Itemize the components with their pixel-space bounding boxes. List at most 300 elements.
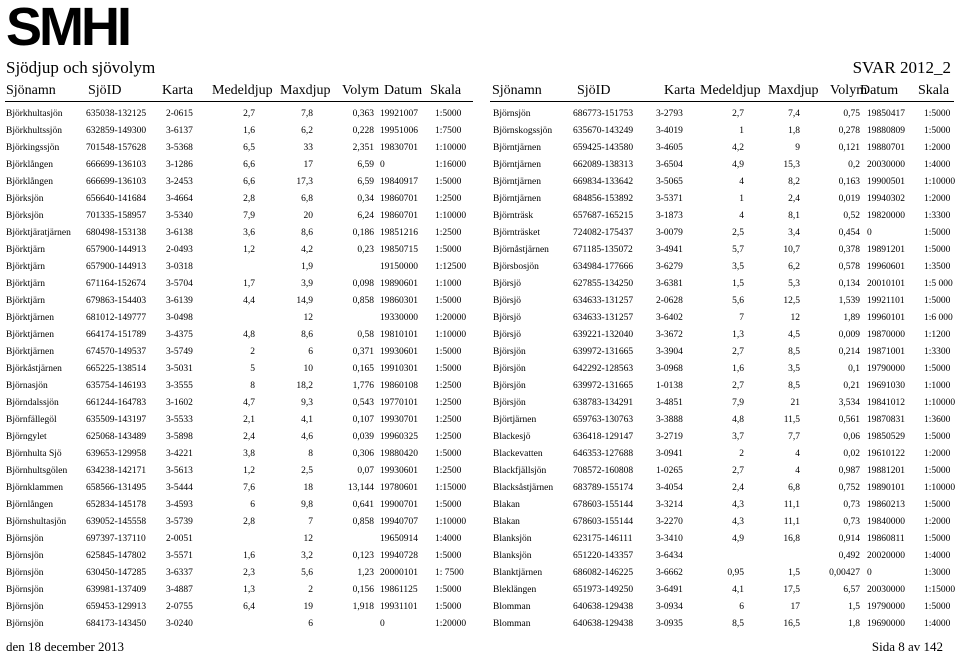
cell-date: 19691030 (867, 381, 905, 391)
cell-lake-id: 657900-144913 (86, 262, 147, 272)
cell-name: Björksjön (6, 194, 44, 204)
cell-max-depth: 17,5 (783, 585, 800, 595)
cell-map: 3-6491 (656, 585, 683, 595)
cell-map: 3-0318 (166, 262, 193, 272)
cell-name: Blanktjärnen (493, 568, 543, 578)
cell-max-depth: 5,6 (301, 568, 313, 578)
cell-mean-depth: 1,5 (732, 279, 744, 289)
cell-date: 19960101 (867, 313, 905, 323)
cell-mean-depth: 1,6 (732, 364, 744, 374)
cell-map: 2-0493 (166, 245, 193, 255)
cell-scale: 1:10000 (924, 483, 956, 493)
right-table-row (0, 259, 959, 276)
cell-name: Björnhultsgölen (6, 466, 68, 476)
cell-name: Björnsjön (6, 551, 44, 561)
cell-name: Björnsjön (6, 534, 44, 544)
cell-lake-id: 708572-160808 (573, 466, 634, 476)
cell-mean-depth: 2,7 (732, 109, 744, 119)
cell-date: 19880701 (867, 143, 905, 153)
cell-name: Björsjön (493, 398, 526, 408)
cell-volume: 0,121 (838, 143, 860, 153)
right-header-col-volume: Volym (830, 83, 868, 98)
cell-volume: 0,1 (848, 364, 860, 374)
cell-max-depth: 12 (303, 313, 313, 323)
cell-volume: 0,73 (843, 517, 860, 527)
cell-date: 19870000 (867, 330, 905, 340)
cell-date: 19871001 (867, 347, 905, 357)
cell-name: Blacksåstjärnen (493, 483, 554, 493)
cell-max-depth: 4 (795, 466, 800, 476)
cell-map: 3-3904 (656, 347, 683, 357)
cell-date: 19890101 (867, 483, 905, 493)
right-table-row (0, 242, 959, 259)
header-rule-right (490, 101, 954, 102)
cell-lake-id: 651220-143357 (573, 551, 634, 561)
cell-lake-id: 659453-129913 (86, 602, 147, 612)
cell-date: 20000101 (380, 568, 418, 578)
right-table-row (0, 565, 959, 582)
cell-name: Björklången (6, 177, 53, 187)
cell-mean-depth: 4,9 (732, 534, 744, 544)
cell-volume: 3,534 (838, 398, 860, 408)
cell-mean-depth: 1 (739, 194, 744, 204)
cell-volume: 1,5 (848, 602, 860, 612)
right-table-row (0, 310, 959, 327)
cell-mean-depth: 1,6 (243, 551, 255, 561)
cell-date: 19960325 (380, 432, 418, 442)
cell-lake-id: 662089-138313 (573, 160, 634, 170)
cell-max-depth: 6,8 (301, 194, 313, 204)
cell-scale: 1:3600 (924, 415, 951, 425)
cell-mean-depth: 2,1 (243, 415, 255, 425)
cell-mean-depth: 2,5 (732, 228, 744, 238)
right-table-row (0, 548, 959, 565)
right-table-row (0, 531, 959, 548)
cell-date: 19860301 (380, 296, 418, 306)
cell-scale: 1:5000 (924, 432, 951, 442)
cell-lake-id: 623175-146111 (573, 534, 633, 544)
cell-date: 19921007 (380, 109, 418, 119)
cell-scale: 1:5000 (435, 500, 462, 510)
right-header-col-scale: Skala (918, 83, 950, 98)
cell-max-depth: 18,2 (296, 381, 313, 391)
cell-max-depth: 9,3 (301, 398, 313, 408)
cell-lake-id: 724082-175437 (573, 228, 634, 238)
cell-date: 0 (380, 619, 385, 629)
cell-max-depth: 6 (308, 619, 313, 629)
cell-scale: 1:1000 (435, 279, 462, 289)
cell-name: Björnträsket (493, 228, 540, 238)
cell-name: Björtjärnen (493, 415, 537, 425)
cell-scale: 1:16000 (435, 160, 467, 170)
right-table-row (0, 276, 959, 293)
cell-mean-depth: 7 (739, 313, 744, 323)
cell-date: 19820000 (867, 211, 905, 221)
cell-date: 20030000 (867, 585, 905, 595)
cell-lake-id: 625068-143489 (86, 432, 147, 442)
cell-mean-depth: 4,9 (732, 160, 744, 170)
right-table-row (0, 463, 959, 480)
cell-name: Björnträsk (493, 211, 534, 221)
cell-name: Björsjö (493, 296, 521, 306)
cell-max-depth: 17,3 (296, 177, 313, 187)
cell-lake-id: 639653-129958 (86, 449, 147, 459)
cell-name: Blanksjön (493, 534, 532, 544)
cell-name: Björsjön (493, 347, 526, 357)
cell-lake-id: 683789-155174 (573, 483, 634, 493)
cell-scale: 1: 7500 (435, 568, 464, 578)
cell-scale: 1:2000 (924, 143, 951, 153)
cell-date: 19861125 (380, 585, 418, 595)
cell-scale: 1:5000 (924, 602, 951, 612)
cell-max-depth: 17 (790, 602, 800, 612)
cell-volume: 0,278 (838, 126, 860, 136)
cell-volume: 0,009 (838, 330, 860, 340)
cell-date: 19910301 (380, 364, 418, 374)
cell-date: 19940728 (380, 551, 418, 561)
cell-date: 19830701 (380, 143, 418, 153)
cell-max-depth: 11,1 (783, 517, 800, 527)
cell-volume: 0,52 (843, 211, 860, 221)
cell-map: 3-5368 (166, 143, 193, 153)
cell-scale: 1:5000 (924, 534, 951, 544)
cell-name: Bleklängen (493, 585, 537, 595)
cell-volume: 0,23 (357, 245, 374, 255)
cell-mean-depth: 6,6 (243, 160, 255, 170)
cell-name: Björndalssjön (6, 398, 59, 408)
cell-map: 3-6434 (656, 551, 683, 561)
cell-max-depth: 3,9 (301, 279, 313, 289)
cell-volume: 0,098 (352, 279, 374, 289)
cell-name: Björnklammen (6, 483, 63, 493)
right-table-row (0, 395, 959, 412)
cell-lake-id: 665225-138514 (86, 364, 147, 374)
cell-max-depth: 7,8 (301, 109, 313, 119)
cell-lake-id: 666699-136103 (86, 177, 147, 187)
cell-lake-id: 686773-151753 (573, 109, 634, 119)
cell-date: 19881201 (867, 466, 905, 476)
cell-lake-id: 635509-143197 (86, 415, 147, 425)
cell-volume: 0,543 (352, 398, 374, 408)
cell-date: 19860108 (380, 381, 418, 391)
cell-max-depth: 18 (303, 483, 313, 493)
cell-max-depth: 1,8 (788, 126, 800, 136)
cell-name: Björntjärnen (493, 194, 542, 204)
right-table-row (0, 225, 959, 242)
cell-lake-id: 669834-133642 (573, 177, 634, 187)
cell-scale: 1:15000 (435, 483, 467, 493)
right-table-row (0, 293, 959, 310)
cell-map: 3-5749 (166, 347, 193, 357)
right-table-row (0, 106, 959, 123)
cell-map: 3-5613 (166, 466, 193, 476)
cell-date: 19850417 (867, 109, 905, 119)
cell-date: 19860213 (867, 500, 905, 510)
cell-lake-id: 684173-143450 (86, 619, 147, 629)
left-header-col-map: Karta (162, 83, 194, 98)
cell-map: 3-5739 (166, 517, 193, 527)
cell-volume: 0,107 (352, 415, 374, 425)
cell-max-depth: 2 (308, 585, 313, 595)
cell-lake-id: 639972-131665 (573, 381, 634, 391)
cell-name: Björktjärnen (6, 330, 55, 340)
cell-max-depth: 8,6 (301, 228, 313, 238)
cell-scale: 1:5000 (435, 109, 462, 119)
cell-date: 19330000 (380, 313, 418, 323)
cell-volume: 0,186 (352, 228, 374, 238)
cell-name: Björnskogssjön (493, 126, 553, 136)
cell-date: 19610122 (867, 449, 905, 459)
cell-mean-depth: 6,4 (243, 602, 255, 612)
cell-mean-depth: 1,3 (243, 585, 255, 595)
cell-mean-depth: 2 (739, 449, 744, 459)
cell-map: 3-5533 (166, 415, 193, 425)
cell-max-depth: 4 (795, 449, 800, 459)
cell-mean-depth: 1,3 (732, 330, 744, 340)
cell-date: 19880420 (380, 449, 418, 459)
cell-mean-depth: 4,2 (732, 143, 744, 153)
cell-mean-depth: 3,7 (732, 432, 744, 442)
cell-scale: 1:15000 (924, 585, 956, 595)
cell-mean-depth: 4,7 (243, 398, 255, 408)
cell-lake-id: 678603-155144 (573, 500, 634, 510)
cell-max-depth: 1,9 (301, 262, 313, 272)
cell-lake-id: 659425-143580 (573, 143, 634, 153)
smhi-logo: SMHI (6, 0, 129, 57)
header-rule-left (5, 101, 473, 102)
cell-mean-depth: 6,5 (243, 143, 255, 153)
cell-date: 19890601 (380, 279, 418, 289)
cell-scale: 1:5000 (435, 602, 462, 612)
cell-date: 19770101 (380, 398, 418, 408)
right-header-col-map: Karta (664, 83, 696, 98)
cell-name: Blakan (493, 517, 520, 527)
right-table-row (0, 123, 959, 140)
cell-lake-id: 657900-144913 (86, 245, 147, 255)
cell-max-depth: 20 (303, 211, 313, 221)
cell-lake-id: 634238-142171 (86, 466, 147, 476)
cell-map: 3-5031 (166, 364, 193, 374)
cell-name: Björktjärn (6, 262, 46, 272)
right-table-row (0, 208, 959, 225)
cell-date: 19150000 (380, 262, 418, 272)
cell-mean-depth: 2,8 (243, 194, 255, 204)
cell-mean-depth: 1 (739, 126, 744, 136)
cell-name: Björsjön (493, 381, 526, 391)
right-header-col-name: Sjönamn (492, 83, 542, 98)
cell-mean-depth: 2,4 (243, 432, 255, 442)
cell-map: 3-4941 (656, 245, 683, 255)
cell-volume: 0,752 (838, 483, 860, 493)
cell-map: 2-0755 (166, 602, 193, 612)
cell-date: 19930601 (380, 347, 418, 357)
cell-map: 3-4851 (656, 398, 683, 408)
cell-max-depth: 33 (303, 143, 313, 153)
cell-max-depth: 2,4 (788, 194, 800, 204)
cell-name: Björkhultssjön (6, 126, 62, 136)
cell-map: 3-4605 (656, 143, 683, 153)
cell-lake-id: 671164-152674 (86, 279, 146, 289)
cell-date: 19900501 (867, 177, 905, 187)
cell-mean-depth: 4 (739, 211, 744, 221)
cell-lake-id: 646353-127688 (573, 449, 634, 459)
cell-volume: 0,123 (352, 551, 374, 561)
cell-map: 3-3214 (656, 500, 683, 510)
cell-scale: 1:4000 (924, 551, 951, 561)
cell-date: 19860811 (867, 534, 905, 544)
cell-volume: 1,776 (352, 381, 374, 391)
cell-mean-depth: 6 (250, 500, 255, 510)
cell-name: Björkingssjön (6, 143, 60, 153)
cell-name: Björsjö (493, 313, 521, 323)
cell-name: Björnsjön (6, 602, 44, 612)
cell-name: Björklången (6, 160, 53, 170)
cell-map: 3-3555 (166, 381, 193, 391)
cell-date: 19810101 (380, 330, 418, 340)
cell-date: 0 (380, 160, 385, 170)
cell-mean-depth: 4,8 (732, 415, 744, 425)
cell-date: 19841012 (867, 398, 905, 408)
cell-date: 19851216 (380, 228, 418, 238)
cell-date: 19870831 (867, 415, 905, 425)
cell-map: 3-5571 (166, 551, 193, 561)
cell-map: 3-4593 (166, 500, 193, 510)
cell-mean-depth: 1,2 (243, 466, 255, 476)
cell-mean-depth: 5,7 (732, 245, 744, 255)
cell-lake-id: 657687-165215 (573, 211, 634, 221)
cell-max-depth: 6,8 (788, 483, 800, 493)
cell-map: 3-4054 (656, 483, 683, 493)
cell-volume: 13,144 (347, 483, 374, 493)
cell-map: 3-4887 (166, 585, 193, 595)
cell-volume: 1,539 (838, 296, 860, 306)
table-header-right (0, 82, 959, 100)
cell-name: Blanksjön (493, 551, 532, 561)
cell-scale: 1:5000 (435, 177, 462, 187)
cell-map: 3-2719 (656, 432, 683, 442)
cell-name: Björktjärn (6, 296, 46, 306)
cell-scale: 1:5000 (924, 364, 951, 374)
cell-scale: 1:2500 (435, 432, 462, 442)
cell-date: 19930701 (380, 415, 418, 425)
cell-map: 3-3888 (656, 415, 683, 425)
cell-mean-depth: 6,6 (243, 177, 255, 187)
report-code: SVAR 2012_2 (852, 58, 951, 77)
cell-name: Björktjärnen (6, 347, 55, 357)
cell-volume: 6,59 (357, 160, 374, 170)
cell-max-depth: 5,3 (788, 279, 800, 289)
cell-mean-depth: 5 (250, 364, 255, 374)
cell-lake-id: 639221-132040 (573, 330, 634, 340)
cell-max-depth: 10 (303, 364, 313, 374)
cell-max-depth: 16,8 (783, 534, 800, 544)
cell-volume: 1,89 (843, 313, 860, 323)
cell-max-depth: 2,5 (301, 466, 313, 476)
cell-mean-depth: 7,9 (732, 398, 744, 408)
cell-max-depth: 8,2 (788, 177, 800, 187)
right-table-row (0, 344, 959, 361)
cell-map: 3-6402 (656, 313, 683, 323)
cell-mean-depth: 1,7 (243, 279, 255, 289)
footer-date: den 18 december 2013 (6, 639, 125, 654)
cell-max-depth: 3,4 (788, 228, 800, 238)
cell-max-depth: 8 (308, 449, 313, 459)
left-header-col-mean-depth: Medeldjup (212, 83, 273, 98)
cell-volume: 0,75 (843, 109, 860, 119)
cell-mean-depth: 4,4 (243, 296, 255, 306)
cell-scale: 1:2500 (435, 415, 462, 425)
right-table-row (0, 429, 959, 446)
cell-date: 19921101 (867, 296, 905, 306)
cell-mean-depth: 1,2 (243, 245, 255, 255)
cell-volume: 0,371 (352, 347, 374, 357)
cell-name: Björnshultasjön (6, 517, 67, 527)
cell-scale: 1:2500 (435, 398, 462, 408)
cell-map: 3-0934 (656, 602, 683, 612)
cell-date: 0 (867, 228, 872, 238)
cell-scale: 1:5000 (924, 126, 951, 136)
cell-map: 3-0935 (656, 619, 683, 629)
right-table-row (0, 514, 959, 531)
cell-date: 19690000 (867, 619, 905, 629)
cell-scale: 1:4000 (924, 160, 951, 170)
cell-map: 3-0941 (656, 449, 683, 459)
cell-lake-id: 642292-128563 (573, 364, 634, 374)
cell-max-depth: 4,2 (301, 245, 313, 255)
cell-max-depth: 8,5 (788, 347, 800, 357)
cell-map: 3-1286 (166, 160, 193, 170)
cell-lake-id: 639981-137409 (86, 585, 147, 595)
cell-max-depth: 7,4 (788, 109, 800, 119)
cell-lake-id: 666699-136103 (86, 160, 147, 170)
cell-scale: 1:5000 (435, 245, 462, 255)
right-table-row (0, 191, 959, 208)
cell-lake-id: 652834-145178 (86, 500, 147, 510)
cell-volume: 0,163 (838, 177, 860, 187)
cell-name: Björntjärnen (493, 177, 542, 187)
cell-max-depth: 12 (790, 313, 800, 323)
cell-name: Björktjärn (6, 245, 46, 255)
cell-max-depth: 4,6 (301, 432, 313, 442)
cell-mean-depth: 8 (250, 381, 255, 391)
cell-lake-id: 671185-135072 (573, 245, 633, 255)
cell-mean-depth: 3,6 (243, 228, 255, 238)
cell-scale: 1:5000 (435, 585, 462, 595)
cell-date: 19790000 (867, 364, 905, 374)
cell-lake-id: 635754-146193 (86, 381, 147, 391)
cell-name: Björnasjön (6, 381, 48, 391)
cell-lake-id: 639052-145558 (86, 517, 147, 527)
cell-scale: 1:5000 (435, 449, 462, 459)
right-table-row (0, 140, 959, 157)
cell-name: Björktjärn (6, 279, 46, 289)
cell-max-depth: 15,3 (783, 160, 800, 170)
cell-name: Björnlången (6, 500, 53, 510)
cell-lake-id: 701335-158957 (86, 211, 147, 221)
cell-max-depth: 6,2 (788, 262, 800, 272)
cell-lake-id: 697397-137110 (86, 534, 146, 544)
cell-max-depth: 21 (790, 398, 800, 408)
cell-map: 3-1602 (166, 398, 193, 408)
cell-volume: 0,156 (352, 585, 374, 595)
cell-lake-id: 634633-131257 (573, 313, 634, 323)
right-table-row (0, 174, 959, 191)
cell-lake-id: 625845-147802 (86, 551, 147, 561)
cell-map: 3-4221 (166, 449, 193, 459)
right-table-row (0, 412, 959, 429)
cell-scale: 1:2000 (924, 517, 951, 527)
cell-scale: 1:1000 (924, 381, 951, 391)
